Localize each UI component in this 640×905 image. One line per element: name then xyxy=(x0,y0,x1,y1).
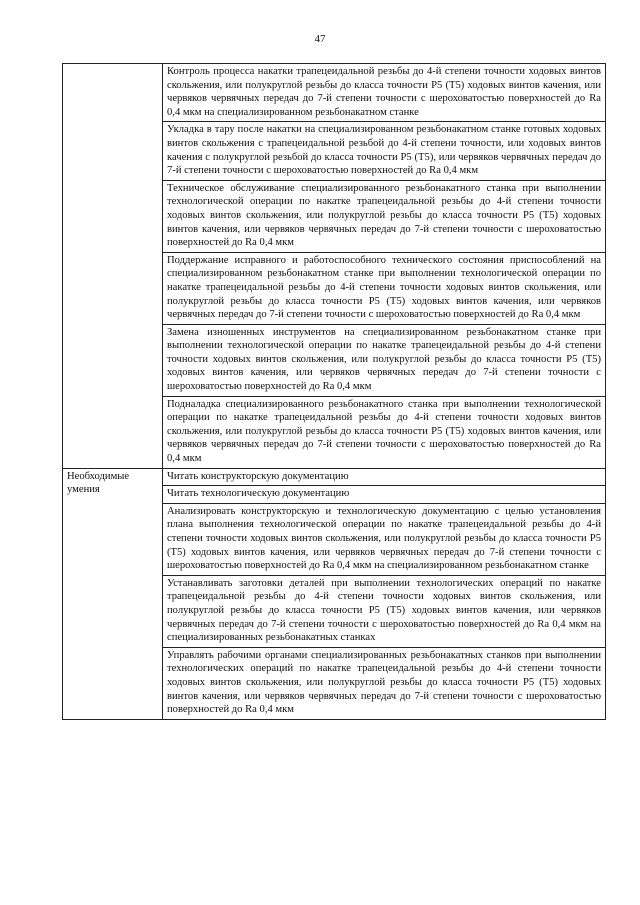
row-text: Устанавливать заготовки деталей при выполнении технологических операций по накатке трапецеидальной резьбы до 4-й степени точности ходовых винтов скольжения, или полукруглой резьбы до класса точности P5 (T5) ходовых винтов качения, или червяков червячных передач до 7-й степени точности с шероховатостью поверхностей до Ra 0,4 мкм на специализированных резьбонакатных станках xyxy=(163,575,606,647)
table-row xyxy=(63,64,606,122)
row-text: Поддержание исправного и работоспособного технического состояния приспособлений на специализированном резьбонакатном станке при выполнении технологической операции по накатке трапецеидальной резьбы до 4-й степени точности ходовых винтов скольжения, или полукруглой резьбы до класса точности P5 (T5) ходовых винтов качения, или червяков червячных передач до 7-й степени точности с шероховатостью поверхностей до Ra 0,4 мкм xyxy=(163,252,606,324)
row-text: Укладка в тару после накатки на специализированном резьбонакатном станке готовых ходовых винтов скольжения с трапецеидальной резьбой до 4-й степени точности, или ходовых винтов качения с полукруглой резьбой до класса точности P5 (T5), или червяков червячных передач до 7-й степени точности с шероховатостью поверхностей до Ra 0,4 мкм xyxy=(163,122,606,180)
row-text: Читать технологическую документацию xyxy=(163,486,606,504)
section-label-skills: Необходимые умения xyxy=(63,468,163,719)
row-text: Замена изношенных инструментов на специализированном резьбонакатном станке при выполнении технологической операции по накатке трапецеидальной резьбы до 4-й степени точности ходовых винтов скольжения, или полукруглой резьбы до класса точности P5 (T5) ходовых винтов качения, или червяков червячных передач до 7-й степени точности с шероховатостью поверхностей до Ra 0,4 мкм xyxy=(163,324,606,396)
requirements-table xyxy=(62,63,606,720)
row-label xyxy=(63,64,163,469)
row-text: Подналадка специализированного резьбонакатного станка при выполнении технологической операции по накатке трапецеидальной резьбы до 4-й степени точности ходовых винтов скольжения, или полукруглой резьбы до класса точности P5 (T5) ходовых винтов качения, или червяков червячных передач до 7-й степени точности с шероховатостью поверхностей до Ra 0,4 мкм xyxy=(163,396,606,468)
page-number: 47 xyxy=(314,33,326,45)
row-text: Читать конструкторскую документацию xyxy=(163,468,606,486)
row-text: Контроль процесса накатки трапецеидальной резьбы до 4-й степени точности ходовых винтов скольжения, или полукруглой резьбы до класса точности P5 (T5) ходовых винтов качения, или червяков червячных передач до 7-й степени точности с шероховатостью поверхностей до Ra 0,4 мкм на специализированном резьбонакатном станке xyxy=(163,64,606,122)
row-text: Анализировать конструкторскую и технологическую документацию с целью установления плана выполнения технологической операции по накатке трапецеидальной резьбы до 4-й степени точности ходовых винтов скольжения, или полукруглой резьбы до класса точности P5 (T5) ходовых винтов качения, или червяков червячных передач до 7-й степени точности с шероховатостью поверхностей до Ra 0,4 мкм на специализированном резьбонакатном станке xyxy=(163,503,606,575)
table-row xyxy=(63,468,606,486)
row-text: Управлять рабочими органами специализированных резьбонакатных станков при выполнении технологических операций по накатке трапецеидальной резьбы до 4-й степени точности ходовых винтов скольжения, или полукруглой резьбы до класса точности P5 (T5) ходовых винтов качения, или червяков червячных передач до 7-й степени точности с шероховатостью поверхностей до Ra 0,4 мкм xyxy=(163,647,606,719)
row-text: Техническое обслуживание специализированного резьбонакатного станка при выполнении технологической операции по накатке трапецеидальной резьбы до 4-й степени точности ходовых винтов скольжения, или полукруглой резьбы до класса точности P5 (T5) ходовых винтов качения, или червяков червячных передач до 7-й степени точности с шероховатостью поверхностей до Ra 0,4 мкм xyxy=(163,180,606,252)
